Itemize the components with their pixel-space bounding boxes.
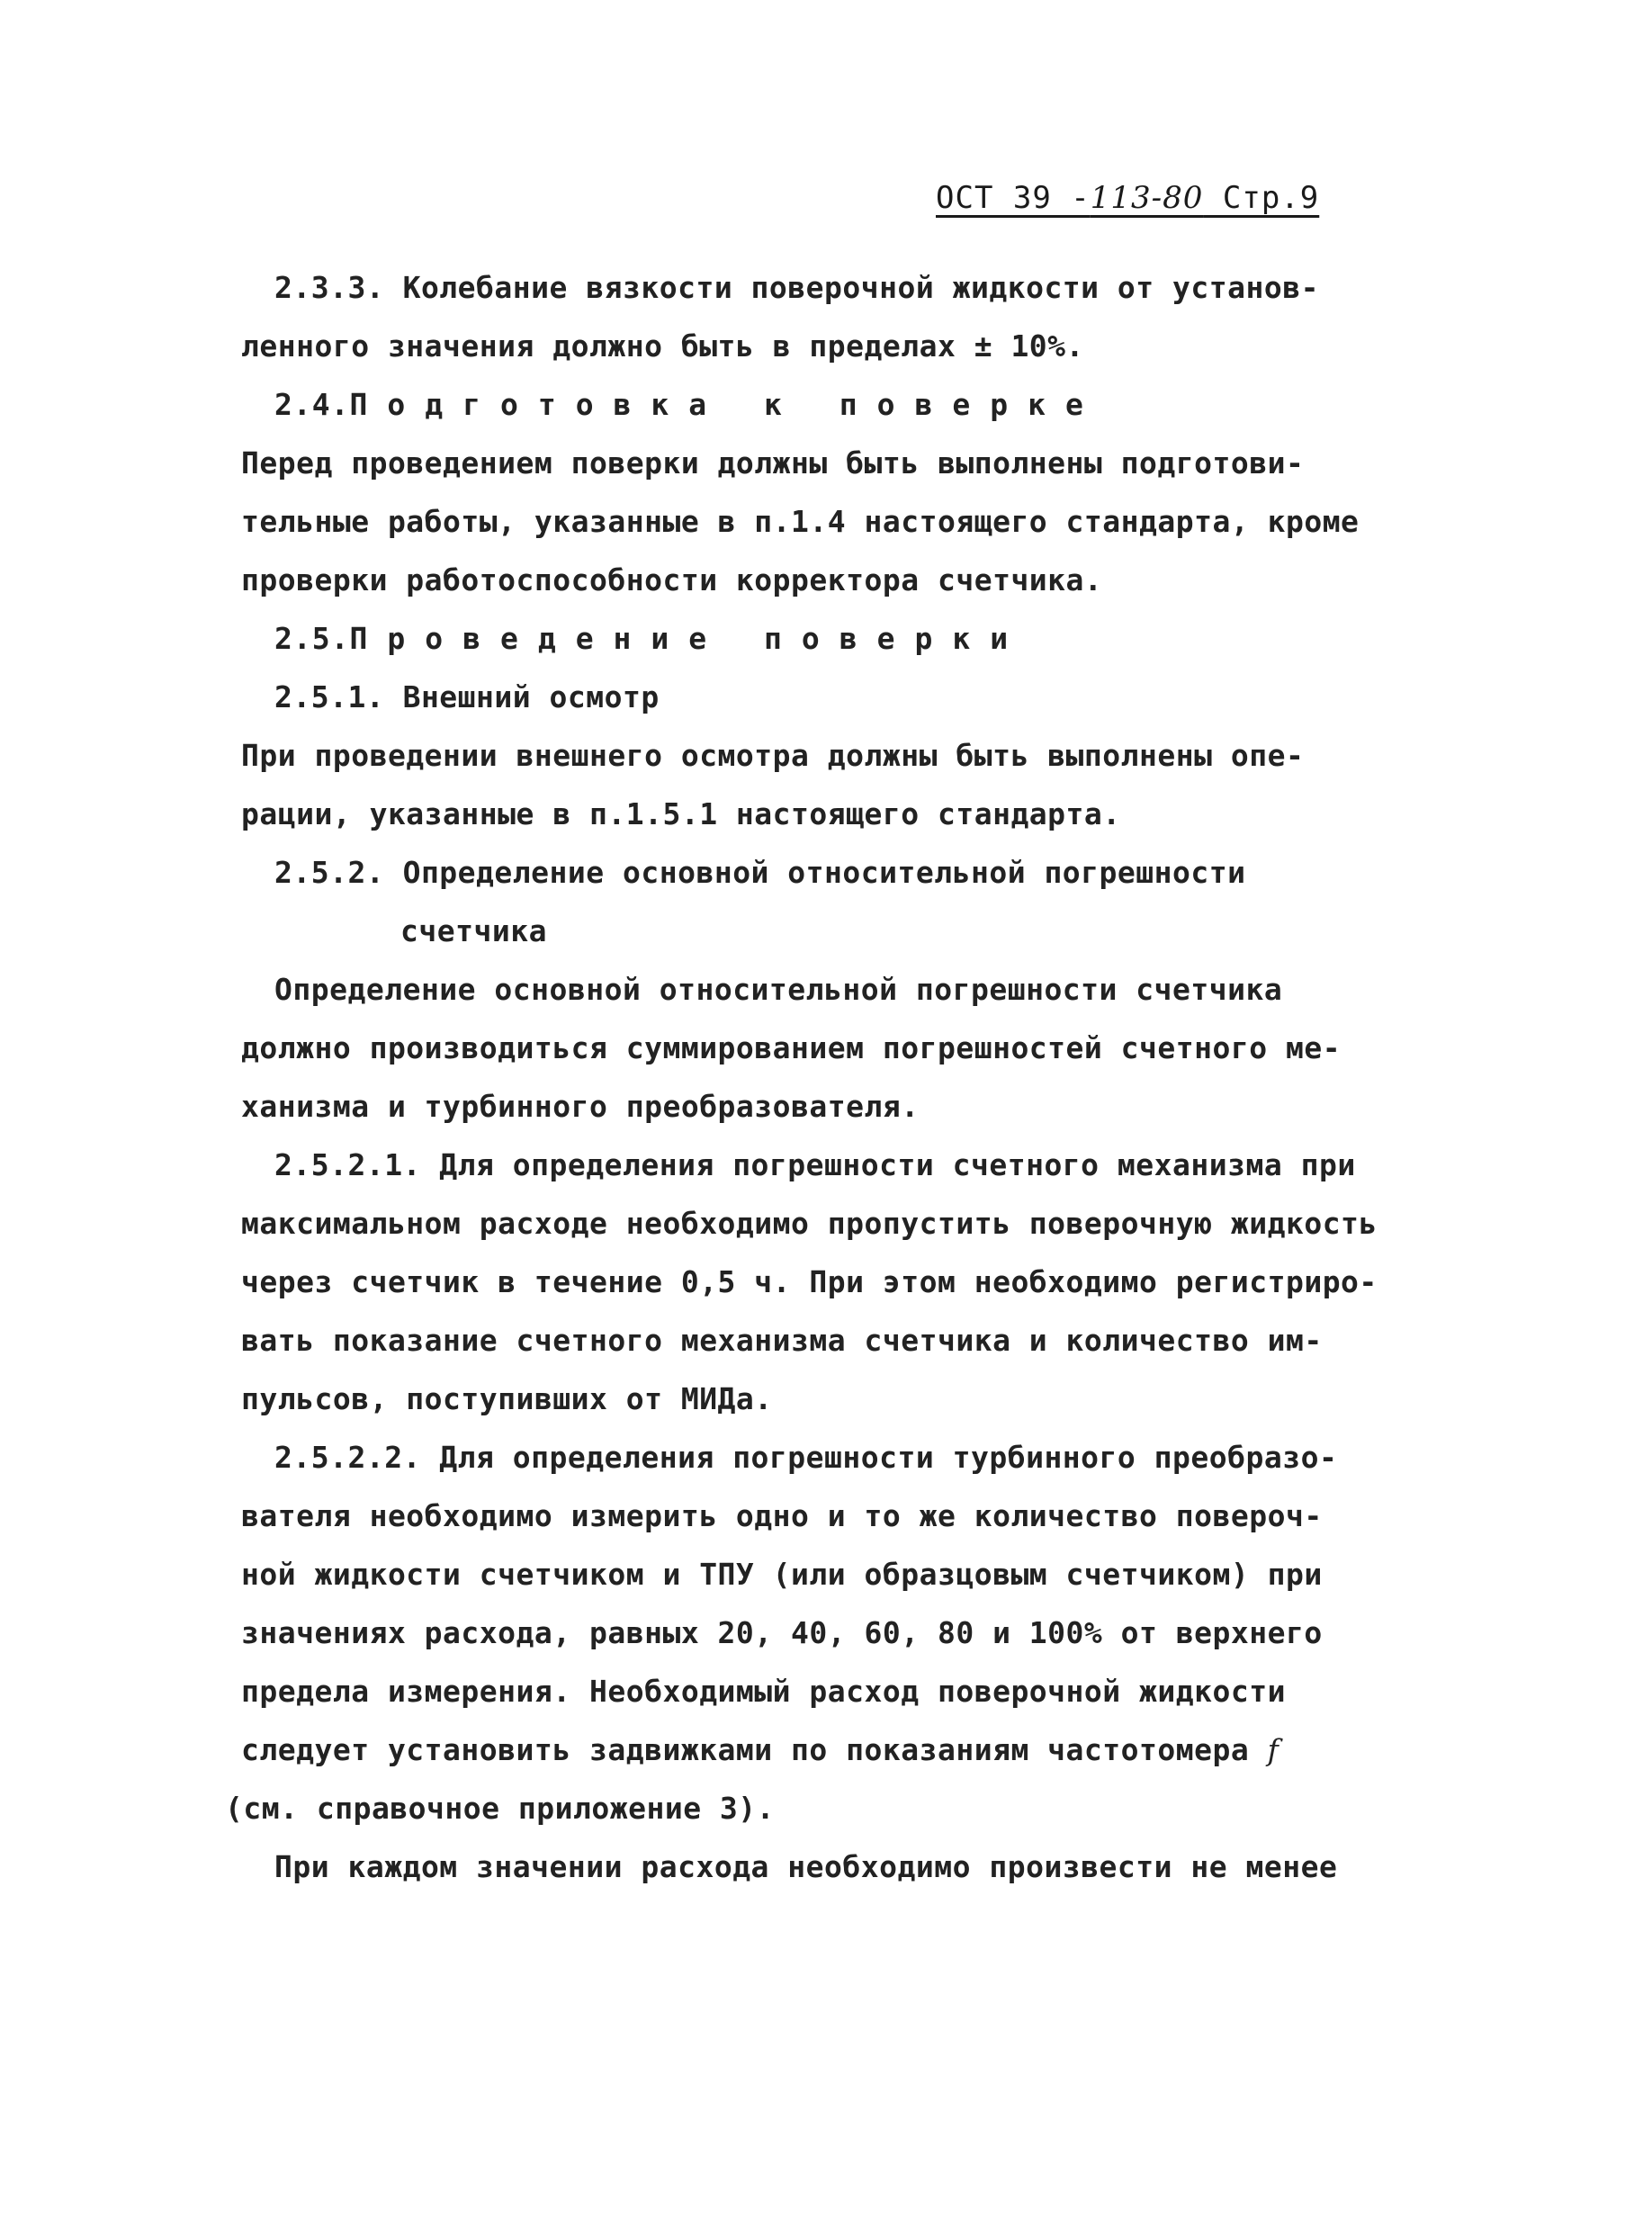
paragraph-line: ной жидкости счетчиком и ТПУ (или образцовым счетчиком) при <box>241 1557 1323 1592</box>
heading-number: 2.4. <box>274 387 350 422</box>
paragraph-line: значениях расхода, равных 20, 40, 60, 80 и 100% от верхнего <box>241 1615 1323 1650</box>
heading-number: 2.5. <box>274 621 350 656</box>
paragraph-line: должно производиться суммированием погрешностей счетного ме- <box>241 1030 1342 1065</box>
heading-text: Проведение поверки <box>349 621 1028 656</box>
paragraph-line: тельные работы, указанные в п.1.4 настоящего стандарта, кроме <box>241 504 1360 539</box>
paragraph-line: 2.3.3. Колебание вязкости поверочной жидкости от установ- <box>274 270 1319 305</box>
paragraph-line: вать показание счетного механизма счетчика и количество им- <box>241 1323 1323 1358</box>
header-page-number: Стр.9 <box>1203 180 1320 216</box>
paragraph-line: через счетчик в течение 0,5 ч. При этом необходимо регистриро- <box>241 1264 1378 1299</box>
paragraph-line: вателя необходимо измерить одно и то же количество повероч- <box>241 1498 1323 1533</box>
paragraph-line: При проведении внешнего осмотра должны быть выполнены опе- <box>241 738 1305 773</box>
page-header <box>936 180 1319 216</box>
paragraph-line: проверки работоспособности корректора счетчика. <box>241 562 1103 597</box>
header-standard-prefix: ОСТ 39 - <box>936 180 1091 216</box>
paragraph-line: пульсов, поступивших от МИДа. <box>241 1381 773 1416</box>
paragraph-line: рации, указанные в п.1.5.1 настоящего стандарта. <box>241 796 1121 831</box>
paragraph-line: предела измерения. Необходимый расход поверочной жидкости <box>241 1674 1286 1709</box>
paragraph-line: ленного значения должно быть в пределах ± 10%. <box>241 328 1084 364</box>
paragraph-line: Определение основной относительной погрешности счетчика <box>274 972 1283 1007</box>
paragraph-line: (см. справочное приложение 3). <box>225 1791 776 1826</box>
subsection-title: 2.5.1. Внешний осмотр <box>274 679 660 714</box>
subsection-title-continuation: счетчика <box>400 913 547 948</box>
paragraph-line: максимальном расходе необходимо пропустить поверочную жидкость <box>241 1206 1378 1241</box>
subsection-title: 2.5.2. Определение основной относительной погрешности <box>274 855 1246 890</box>
heading-text: Подготовка к поверке <box>349 387 1103 422</box>
paragraph-line: При каждом значении расхода необходимо произвести не менее <box>274 1849 1338 1884</box>
paragraph-line: Перед проведением поверки должны быть выполнены подготови- <box>241 445 1305 481</box>
header-handwritten-number: 113-80 <box>1090 180 1204 216</box>
section-heading-2-5 <box>274 621 1028 656</box>
paragraph-line: ханизма и турбинного преобразователя. <box>241 1089 920 1124</box>
paragraph-line: 2.5.2.2. Для определения погрешности турбинного преобразо- <box>274 1440 1338 1475</box>
section-heading-2-4 <box>274 387 1103 422</box>
handwritten-mark: f <box>1267 1732 1279 1767</box>
paragraph-line <box>241 1732 1279 1767</box>
paragraph-line: 2.5.2.1. Для определения погрешности счетного механизма при <box>274 1147 1356 1182</box>
paragraph-line-text: следует установить задвижками по показаниям частотомера <box>241 1732 1250 1767</box>
